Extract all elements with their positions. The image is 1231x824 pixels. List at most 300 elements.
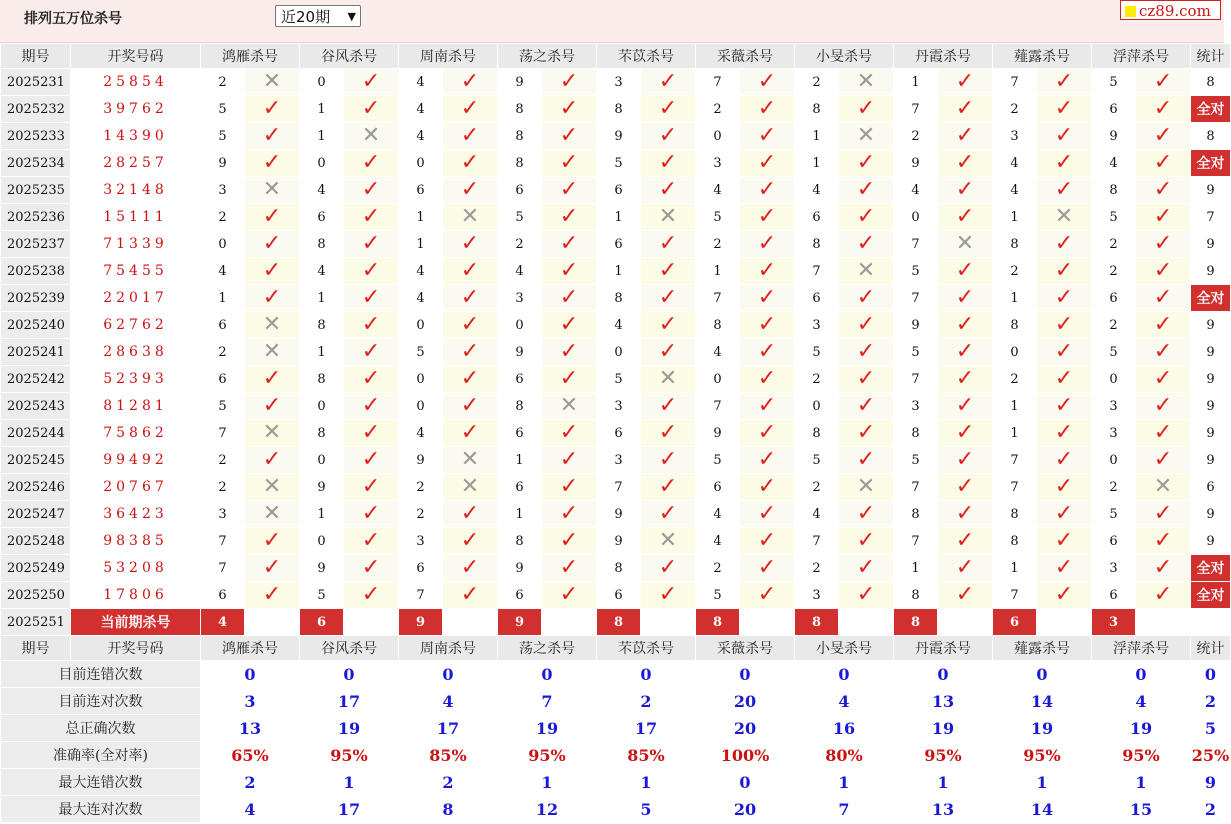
kill-number: 8 (498, 96, 542, 123)
kill-number: 5 (1092, 501, 1136, 528)
correct-mark (641, 123, 696, 150)
correct-mark (443, 285, 498, 312)
check-icon: ✓ (1054, 582, 1074, 607)
summary-value: 1 (795, 769, 894, 796)
kill-number: 8 (498, 528, 542, 555)
check-icon: ✓ (1153, 366, 1173, 391)
check-icon: ✓ (1153, 447, 1173, 472)
check-icon: ✓ (856, 447, 876, 472)
correct-mark (344, 501, 399, 528)
correct-mark (1037, 555, 1092, 582)
correct-mark (1037, 69, 1092, 96)
cross-icon: ✕ (955, 231, 975, 256)
kill-number: 2 (201, 474, 245, 501)
summary-value: 5 (597, 796, 696, 823)
check-icon: ✓ (262, 393, 282, 418)
kill-number: 8 (597, 555, 641, 582)
summary-value: 1 (597, 769, 696, 796)
check-icon: ✓ (1054, 339, 1074, 364)
correct-mark (1136, 69, 1191, 96)
summary-value: 17 (300, 688, 399, 715)
column-header: 周南杀号 (399, 636, 498, 661)
cross-icon: ✕ (1054, 204, 1074, 229)
kill-number: 2 (201, 69, 245, 96)
check-icon: ✓ (559, 447, 579, 472)
kill-number: 8 (993, 501, 1037, 528)
correct-mark (641, 582, 696, 609)
issue-number: 2025247 (1, 501, 71, 528)
kill-number: 8 (993, 528, 1037, 555)
correct-mark (641, 150, 696, 177)
check-icon: ✓ (559, 312, 579, 337)
check-icon: ✓ (757, 501, 777, 526)
kill-number: 9 (597, 501, 641, 528)
summary-row (1, 661, 1231, 688)
check-icon: ✓ (658, 177, 678, 202)
correct-mark (740, 285, 795, 312)
wrong-mark (839, 123, 894, 150)
correct-mark (245, 528, 300, 555)
check-icon: ✓ (757, 123, 777, 148)
summary-value: 0 (597, 661, 696, 688)
column-header: 统计 (1191, 44, 1231, 69)
kill-number: 7 (894, 366, 938, 393)
correct-mark (1136, 393, 1191, 420)
empty-cell (245, 609, 300, 636)
correct-mark (344, 474, 399, 501)
check-icon: ✓ (559, 69, 579, 94)
check-icon: ✓ (262, 582, 282, 607)
correct-mark (839, 285, 894, 312)
current-kill-number: 6 (993, 609, 1037, 636)
kill-number: 2 (201, 447, 245, 474)
check-icon: ✓ (658, 231, 678, 256)
check-icon: ✓ (559, 501, 579, 526)
kill-number: 8 (1092, 177, 1136, 204)
summary-value: 2 (1191, 688, 1231, 715)
check-icon: ✓ (559, 96, 579, 121)
kill-number: 1 (696, 258, 740, 285)
table-row (1, 528, 1231, 555)
correct-mark (740, 231, 795, 258)
summary-value: 0 (1191, 661, 1231, 688)
check-icon: ✓ (1054, 501, 1074, 526)
issue-number: 2025248 (1, 528, 71, 555)
correct-mark (641, 96, 696, 123)
correct-mark (1136, 528, 1191, 555)
correct-mark (641, 231, 696, 258)
stat-count: 9 (1191, 393, 1231, 420)
correct-mark (245, 447, 300, 474)
kill-number: 7 (894, 528, 938, 555)
correct-mark (641, 474, 696, 501)
correct-mark (839, 150, 894, 177)
correct-mark (839, 582, 894, 609)
check-icon: ✓ (856, 555, 876, 580)
check-icon: ✓ (559, 339, 579, 364)
correct-mark (245, 231, 300, 258)
kill-number: 5 (795, 339, 839, 366)
stat-count: 9 (1191, 528, 1231, 555)
kill-number: 6 (498, 582, 542, 609)
summary-value: 7 (795, 796, 894, 823)
check-icon: ✓ (955, 69, 975, 94)
draw-numbers: 14390 (71, 123, 201, 150)
kill-number: 7 (201, 555, 245, 582)
wrong-mark (641, 366, 696, 393)
correct-mark (542, 339, 597, 366)
kill-number: 6 (696, 474, 740, 501)
column-header: 芣苡杀号 (597, 636, 696, 661)
check-icon: ✓ (856, 393, 876, 418)
kill-number: 1 (300, 285, 344, 312)
check-icon: ✓ (460, 150, 480, 175)
correct-mark (641, 312, 696, 339)
correct-mark (1136, 339, 1191, 366)
check-icon: ✓ (1054, 231, 1074, 256)
correct-mark (344, 231, 399, 258)
issue-number: 2025238 (1, 258, 71, 285)
kill-number: 1 (300, 123, 344, 150)
kill-number: 1 (597, 204, 641, 231)
column-header: 鸿雁杀号 (201, 44, 300, 69)
check-icon: ✓ (757, 150, 777, 175)
check-icon: ✓ (955, 339, 975, 364)
summary-value: 65% (201, 742, 300, 769)
top-bar (0, 0, 1224, 43)
issue-number: 2025239 (1, 285, 71, 312)
correct-mark (1136, 231, 1191, 258)
summary-value: 17 (597, 715, 696, 742)
correct-mark (839, 96, 894, 123)
summary-row (1, 715, 1231, 742)
correct-mark (839, 528, 894, 555)
logo-square-icon (1125, 6, 1136, 17)
correct-mark (1136, 501, 1191, 528)
empty-cell (938, 609, 993, 636)
correct-mark (1136, 555, 1191, 582)
correct-mark (641, 447, 696, 474)
kill-number: 2 (399, 501, 443, 528)
check-icon: ✓ (856, 96, 876, 121)
draw-numbers: 15111 (71, 204, 201, 231)
column-header: 周南杀号 (399, 44, 498, 69)
check-icon: ✓ (559, 177, 579, 202)
kill-number: 1 (894, 555, 938, 582)
wrong-mark (245, 474, 300, 501)
check-icon: ✓ (856, 339, 876, 364)
kill-number: 1 (795, 123, 839, 150)
table-row (1, 501, 1231, 528)
check-icon: ✓ (361, 582, 381, 607)
check-icon: ✓ (955, 474, 975, 499)
kill-number: 0 (300, 150, 344, 177)
correct-mark (245, 582, 300, 609)
kill-number: 4 (399, 123, 443, 150)
kill-number: 6 (300, 204, 344, 231)
kill-number: 2 (993, 96, 1037, 123)
correct-mark (443, 258, 498, 285)
correct-mark (443, 96, 498, 123)
check-icon: ✓ (1153, 528, 1173, 553)
kill-number: 2 (795, 474, 839, 501)
draw-numbers: 39762 (71, 96, 201, 123)
empty-cell (1136, 609, 1191, 636)
correct-mark (443, 312, 498, 339)
kill-number: 4 (696, 501, 740, 528)
column-header: 丹霞杀号 (894, 636, 993, 661)
issue-number: 2025249 (1, 555, 71, 582)
kill-number: 6 (1092, 96, 1136, 123)
stat-count: 8 (1191, 123, 1231, 150)
check-icon: ✓ (658, 258, 678, 283)
cross-icon: ✕ (658, 528, 678, 553)
summary-value: 19 (498, 715, 597, 742)
kill-number: 6 (201, 366, 245, 393)
kill-number: 1 (498, 501, 542, 528)
cross-icon: ✕ (262, 420, 282, 445)
summary-value: 1 (498, 769, 597, 796)
summary-value: 19 (1092, 715, 1191, 742)
correct-mark (1037, 366, 1092, 393)
draw-numbers: 28257 (71, 150, 201, 177)
correct-mark (542, 177, 597, 204)
kill-number: 1 (993, 393, 1037, 420)
kill-number: 0 (399, 312, 443, 339)
kill-number: 0 (399, 393, 443, 420)
summary-value: 3 (201, 688, 300, 715)
kill-number: 8 (498, 393, 542, 420)
kill-number: 7 (894, 231, 938, 258)
check-icon: ✓ (361, 555, 381, 580)
check-icon: ✓ (1153, 582, 1173, 607)
column-header: 鸿雁杀号 (201, 636, 300, 661)
check-icon: ✓ (559, 285, 579, 310)
check-icon: ✓ (1054, 312, 1074, 337)
draw-numbers: 62762 (71, 312, 201, 339)
check-icon: ✓ (460, 393, 480, 418)
kill-number: 0 (696, 366, 740, 393)
check-icon: ✓ (1054, 528, 1074, 553)
check-icon: ✓ (757, 177, 777, 202)
kill-number: 6 (399, 555, 443, 582)
period-select[interactable] (275, 5, 361, 27)
check-icon: ✓ (559, 150, 579, 175)
correct-mark (344, 447, 399, 474)
summary-value: 12 (498, 796, 597, 823)
kill-number: 5 (894, 258, 938, 285)
kill-number: 3 (597, 447, 641, 474)
empty-cell (542, 609, 597, 636)
summary-value: 4 (201, 796, 300, 823)
correct-mark (740, 312, 795, 339)
correct-mark (839, 420, 894, 447)
correct-mark (839, 393, 894, 420)
correct-mark (938, 501, 993, 528)
check-icon: ✓ (361, 339, 381, 364)
check-icon: ✓ (955, 528, 975, 553)
correct-mark (1037, 258, 1092, 285)
wrong-mark (245, 339, 300, 366)
table-row (1, 123, 1231, 150)
correct-mark (344, 582, 399, 609)
kill-number: 2 (201, 204, 245, 231)
correct-mark (1136, 204, 1191, 231)
summary-value: 0 (696, 769, 795, 796)
current-kill-number: 9 (399, 609, 443, 636)
table-row (1, 582, 1231, 609)
summary-value: 5 (1191, 715, 1231, 742)
check-icon: ✓ (460, 258, 480, 283)
check-icon: ✓ (1054, 555, 1074, 580)
correct-mark (740, 177, 795, 204)
kill-number: 8 (795, 420, 839, 447)
correct-mark (245, 204, 300, 231)
check-icon: ✓ (1054, 96, 1074, 121)
check-icon: ✓ (757, 555, 777, 580)
issue-number: 2025242 (1, 366, 71, 393)
draw-numbers: 75862 (71, 420, 201, 447)
kill-number: 7 (795, 258, 839, 285)
summary-value: 2 (597, 688, 696, 715)
correct-mark (344, 177, 399, 204)
correct-mark (938, 150, 993, 177)
summary-value: 20 (696, 715, 795, 742)
correct-mark (1037, 393, 1092, 420)
draw-numbers: 28638 (71, 339, 201, 366)
check-icon: ✓ (856, 501, 876, 526)
kill-number: 6 (498, 366, 542, 393)
correct-mark (245, 366, 300, 393)
check-icon: ✓ (757, 339, 777, 364)
summary-value: 1 (1092, 769, 1191, 796)
check-icon: ✓ (1153, 150, 1173, 175)
check-icon: ✓ (262, 123, 282, 148)
check-icon: ✓ (361, 285, 381, 310)
check-icon: ✓ (559, 204, 579, 229)
correct-mark (740, 258, 795, 285)
empty-cell (344, 609, 399, 636)
kill-number: 0 (1092, 447, 1136, 474)
check-icon: ✓ (955, 447, 975, 472)
kill-number: 8 (300, 420, 344, 447)
check-icon: ✓ (1153, 258, 1173, 283)
correct-mark (938, 474, 993, 501)
kill-number: 2 (201, 339, 245, 366)
wrong-mark (245, 312, 300, 339)
summary-value: 19 (300, 715, 399, 742)
check-icon: ✓ (1153, 231, 1173, 256)
stat-count: 7 (1191, 204, 1231, 231)
check-icon: ✓ (658, 393, 678, 418)
draw-numbers: 17806 (71, 582, 201, 609)
check-icon: ✓ (361, 150, 381, 175)
check-icon: ✓ (460, 69, 480, 94)
correct-mark (1136, 312, 1191, 339)
column-header: 小旻杀号 (795, 44, 894, 69)
issue-number: 2025231 (1, 69, 71, 96)
current-kill-number: 4 (201, 609, 245, 636)
draw-numbers: 32148 (71, 177, 201, 204)
correct-mark (245, 393, 300, 420)
kill-number: 7 (597, 474, 641, 501)
kill-number: 3 (1092, 555, 1136, 582)
kill-number: 4 (399, 420, 443, 447)
check-icon: ✓ (559, 420, 579, 445)
column-header: 荡之杀号 (498, 636, 597, 661)
kill-number: 9 (597, 528, 641, 555)
correct-mark (542, 231, 597, 258)
check-icon: ✓ (1153, 123, 1173, 148)
wrong-mark (839, 258, 894, 285)
column-header: 丹霞杀号 (894, 44, 993, 69)
kill-number: 9 (300, 555, 344, 582)
draw-numbers: 36423 (71, 501, 201, 528)
table-row (1, 177, 1231, 204)
kill-number: 5 (696, 582, 740, 609)
kill-number: 0 (498, 312, 542, 339)
check-icon: ✓ (658, 123, 678, 148)
correct-mark (1037, 177, 1092, 204)
kill-number: 9 (498, 69, 542, 96)
kill-number: 9 (696, 420, 740, 447)
kill-number: 4 (399, 96, 443, 123)
kill-number: 8 (597, 285, 641, 312)
correct-mark (344, 312, 399, 339)
correct-mark (542, 420, 597, 447)
check-icon: ✓ (1054, 366, 1074, 391)
site-logo[interactable] (1120, 0, 1221, 20)
check-icon: ✓ (757, 366, 777, 391)
kill-number: 3 (993, 123, 1037, 150)
check-icon: ✓ (361, 231, 381, 256)
correct-mark (740, 123, 795, 150)
check-icon: ✓ (559, 258, 579, 283)
draw-numbers: 25854 (71, 69, 201, 96)
check-icon: ✓ (955, 555, 975, 580)
summary-value: 4 (795, 688, 894, 715)
header-row (1, 44, 1231, 69)
kill-number: 6 (597, 231, 641, 258)
check-icon: ✓ (460, 123, 480, 148)
correct-mark (344, 96, 399, 123)
kill-number: 1 (498, 447, 542, 474)
kill-number: 0 (201, 231, 245, 258)
kill-number: 7 (894, 474, 938, 501)
kill-number: 8 (498, 123, 542, 150)
summary-value: 20 (696, 796, 795, 823)
check-icon: ✓ (262, 204, 282, 229)
correct-mark (542, 96, 597, 123)
draw-numbers: 20767 (71, 474, 201, 501)
kill-number: 3 (201, 501, 245, 528)
summary-value: 17 (300, 796, 399, 823)
check-icon: ✓ (757, 582, 777, 607)
current-kill-label: 当前期杀号 (71, 609, 201, 636)
kill-number: 7 (696, 393, 740, 420)
summary-label: 总正确次数 (1, 715, 201, 742)
kill-number: 0 (894, 204, 938, 231)
summary-value: 4 (399, 688, 498, 715)
draw-numbers: 81281 (71, 393, 201, 420)
check-icon: ✓ (460, 582, 480, 607)
kill-number: 4 (993, 177, 1037, 204)
correct-mark (542, 501, 597, 528)
column-header: 薤露杀号 (993, 636, 1092, 661)
correct-mark (344, 393, 399, 420)
kill-number: 9 (201, 150, 245, 177)
kill-number: 7 (201, 420, 245, 447)
